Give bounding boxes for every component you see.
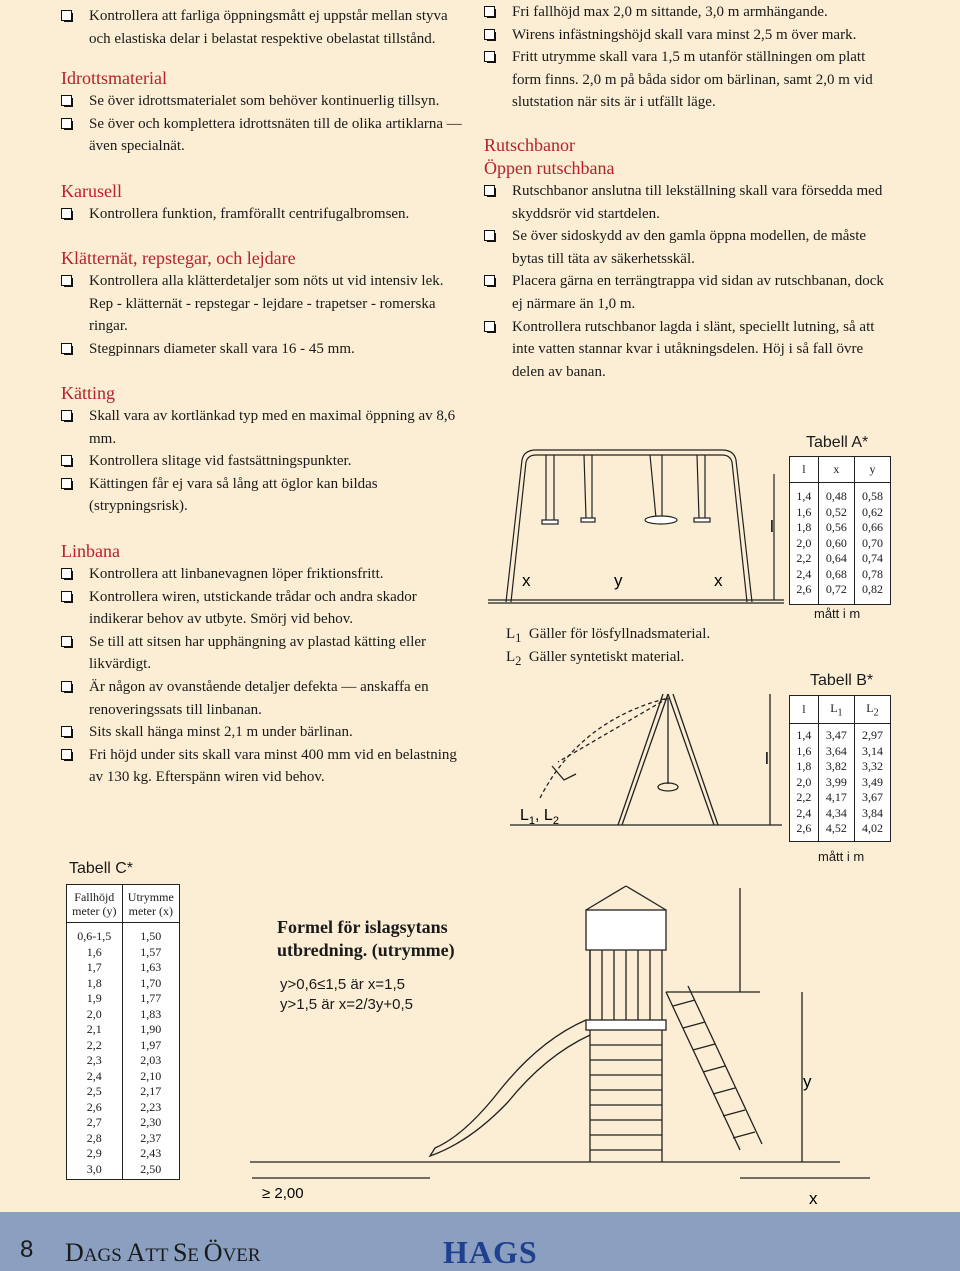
- checkbox-icon[interactable]: [61, 568, 72, 579]
- checkbox-icon[interactable]: [484, 275, 495, 286]
- list-item: Se till att sitsen har upphängning av plastad kätting eller likvärdigt.: [61, 631, 471, 676]
- table-col: 0,58 0,62 0,66 0,70 0,74 0,78 0,82: [854, 483, 890, 605]
- checkbox-icon[interactable]: [61, 118, 72, 129]
- checkbox-icon[interactable]: [61, 726, 72, 737]
- checkbox-icon[interactable]: [61, 455, 72, 466]
- checkbox-icon[interactable]: [61, 410, 72, 421]
- legend-l2: $L_2$ Gäller syntetiskt material.: [506, 649, 685, 668]
- list-item: Placera gärna en terrängtrappa vid sidan av rutschbanan, dock ej närmare än 1,0 m.: [484, 270, 884, 315]
- dim-y: y: [614, 571, 623, 590]
- table-col: 1,50 1,57 1,63 1,70 1,77 1,83 1,90 1,97 2,03 2,10 2,17 2,23 2,30 2,37 2,43 2,50: [122, 923, 179, 1180]
- list-item: Kättingen får ej vara så lång att öglor kan bildas (strypningsrisk).: [61, 473, 471, 518]
- left-intro: [61, 5, 471, 50]
- table-b: [789, 695, 891, 842]
- table-col: 2,97 3,14 3,32 3,49 3,67 3,84 4,02: [854, 724, 890, 842]
- section-katting: [61, 382, 471, 518]
- table-col: 0,48 0,52 0,56 0,60 0,64 0,68 0,72: [818, 483, 854, 605]
- side-dim-l: l: [765, 749, 769, 768]
- dim-l: l: [770, 517, 774, 536]
- section-linbana: [61, 540, 471, 789]
- table-header: Utrymme meter (x): [122, 885, 179, 923]
- checkbox-icon[interactable]: [61, 681, 72, 692]
- section-karusell: [61, 180, 471, 226]
- list-item: Kontrollera alla klätterdetaljer som nöts ut vid intensiv lek. Rep - klätternät - repstegar - lejdare - trapetser - romerska ringar.: [61, 270, 471, 338]
- table-header: y: [854, 457, 890, 483]
- list-item: Wirens infästningshöjd skall vara minst 2,5 m över mark.: [484, 24, 884, 47]
- section-rutschbanor: [484, 134, 884, 383]
- list-item: Sits skall hänga minst 2,1 m under bärlinan.: [61, 721, 471, 744]
- formula-lines: y>0,6≤1,5 är x=1,5 y>1,5 är x=2/3y+0,5: [280, 976, 414, 1013]
- list-item: Skall vara av kortlänkad typ med en maximal öppning av 8,6 mm.: [61, 405, 471, 450]
- checkbox-icon[interactable]: [61, 208, 72, 219]
- checkbox-icon[interactable]: [484, 51, 495, 62]
- table-col: 3,47 3,64 3,82 3,99 4,17 4,34 4,52: [818, 724, 854, 842]
- right-top-items: [484, 1, 884, 114]
- table-header: l: [790, 696, 819, 724]
- checkbox-icon[interactable]: [484, 185, 495, 196]
- footer-title: DAGS ATT SE ÖVER: [65, 1238, 261, 1267]
- section-heading: Rutschbanor: [484, 135, 575, 155]
- swing-front-diagram: [484, 440, 794, 610]
- checkbox-icon[interactable]: [61, 10, 72, 21]
- dim-y-slide: y: [803, 1072, 812, 1091]
- table-a-title: Tabell A*: [806, 434, 869, 451]
- section-idrottsmaterial: [61, 67, 471, 158]
- swing-side-diagram: [500, 680, 790, 830]
- list-item: Kontrollera att linbanevagnen löper friktionsfritt.: [61, 563, 471, 586]
- dim-min-label: ≥ 2,00: [262, 1185, 304, 1202]
- list-item: Rutschbanor anslutna till lekställning skall vara försedda med skyddsrör vid startdelen.: [484, 180, 884, 225]
- checkbox-icon[interactable]: [484, 321, 495, 332]
- section-heading: Idrottsmaterial: [61, 68, 167, 88]
- list-item: Kontrollera att farliga öppningsmått ej uppstår mellan styva och elastiska delar i belastat respektive obelastat tillstånd.: [61, 5, 471, 50]
- dim-x-right: x: [714, 571, 723, 590]
- table-header: Fallhöjd meter (y): [67, 885, 123, 923]
- footer-bar: [0, 1212, 960, 1271]
- list-item: Fri fallhöjd max 2,0 m sittande, 3,0 m armhängande.: [484, 1, 884, 24]
- section-heading: Kätting: [61, 383, 115, 403]
- table-a-unit: mått i m: [814, 606, 861, 621]
- legend: [506, 625, 766, 671]
- side-l-label: $L_1$, $L_2$: [520, 807, 559, 827]
- section-heading: Linbana: [61, 541, 120, 561]
- dim-x-slide: x: [809, 1189, 818, 1208]
- page-number: 8: [20, 1236, 34, 1263]
- table-b-title: Tabell B*: [810, 672, 874, 689]
- legend-l1: $L_1$ Gäller för lösfyllnadsmaterial.: [506, 626, 711, 645]
- list-item: Fritt utrymme skall vara 1,5 m utanför ställningen om platt form finns. 2,0 m på båda sidor om bärlinan, samt 2,0 m vid slutstation när sits är i utfällt läge.: [484, 46, 884, 114]
- section-subheading: Öppen rutschbana: [484, 158, 615, 178]
- checkbox-icon[interactable]: [484, 29, 495, 40]
- checkbox-icon[interactable]: [61, 478, 72, 489]
- list-item: Är någon av ovanstående detaljer defekta — anskaffa en renoveringssats till linbanan.: [61, 676, 471, 721]
- list-item: Kontrollera wiren, utstickande trådar och andra skador indikerar behov av utbyte. Smörj vid behov.: [61, 586, 471, 631]
- checkbox-icon[interactable]: [484, 6, 495, 17]
- list-item: Kontrollera rutschbanor lagda i slänt, speciellt lutning, så att inte vatten stannar kvar i utåkningsdelen. Höj i så fall övre delen av banan.: [484, 316, 884, 384]
- section-klatternat: [61, 247, 471, 360]
- list-item: Se över sidoskydd av den gamla öppna modellen, de måste bytas till täta av säkerhetsskäl.: [484, 225, 884, 270]
- checkbox-icon[interactable]: [61, 275, 72, 286]
- section-heading: Klätternät, repstegar, och lejdare: [61, 248, 296, 268]
- dim-x-left: x: [522, 571, 531, 590]
- table-header: l: [790, 457, 819, 483]
- checkbox-icon[interactable]: [484, 230, 495, 241]
- table-a: [789, 456, 891, 605]
- table-header: $L_2$: [854, 696, 890, 724]
- brand-logo: HAGS: [443, 1234, 538, 1270]
- checkbox-icon[interactable]: [61, 749, 72, 760]
- table-header: x: [818, 457, 854, 483]
- formula-title: Formel för islagsytans utbredning. (utrymme): [277, 917, 455, 960]
- table-col: 0,6-1,5 1,6 1,7 1,8 1,9 2,0 2,1 2,2 2,3 2,4 2,5 2,6 2,7 2,8 2,9 3,0: [67, 923, 123, 1180]
- list-item: Kontrollera slitage vid fastsättningspunkter.: [61, 450, 471, 473]
- checkbox-icon[interactable]: [61, 591, 72, 602]
- section-heading: Karusell: [61, 181, 122, 201]
- table-col: 1,4 1,6 1,8 2,0 2,2 2,4 2,6: [790, 724, 819, 842]
- table-col: 1,4 1,6 1,8 2,0 2,2 2,4 2,6: [790, 483, 819, 605]
- list-item: Kontrollera funktion, framförallt centrifugalbromsen.: [61, 203, 471, 226]
- slide-structure-diagram: [240, 880, 880, 1210]
- list-item: Se över och komplettera idrottsnäten till de olika artiklarna — även specialnät.: [61, 113, 471, 158]
- list-item: Fri höjd under sits skall vara minst 400 mm vid en belastning av 130 kg. Efterspänn wiren vid behov.: [61, 744, 471, 789]
- table-c-title: Tabell C*: [69, 860, 134, 877]
- list-item: Stegpinnars diameter skall vara 16 - 45 mm.: [61, 338, 471, 361]
- checkbox-icon[interactable]: [61, 343, 72, 354]
- table-b-unit: mått i m: [818, 849, 865, 864]
- list-item: Se över idrottsmaterialet som behöver kontinuerlig tillsyn.: [61, 90, 471, 113]
- checkbox-icon[interactable]: [61, 95, 72, 106]
- table-header: $L_1$: [818, 696, 854, 724]
- checkbox-icon[interactable]: [61, 636, 72, 647]
- table-c: [66, 884, 180, 1180]
